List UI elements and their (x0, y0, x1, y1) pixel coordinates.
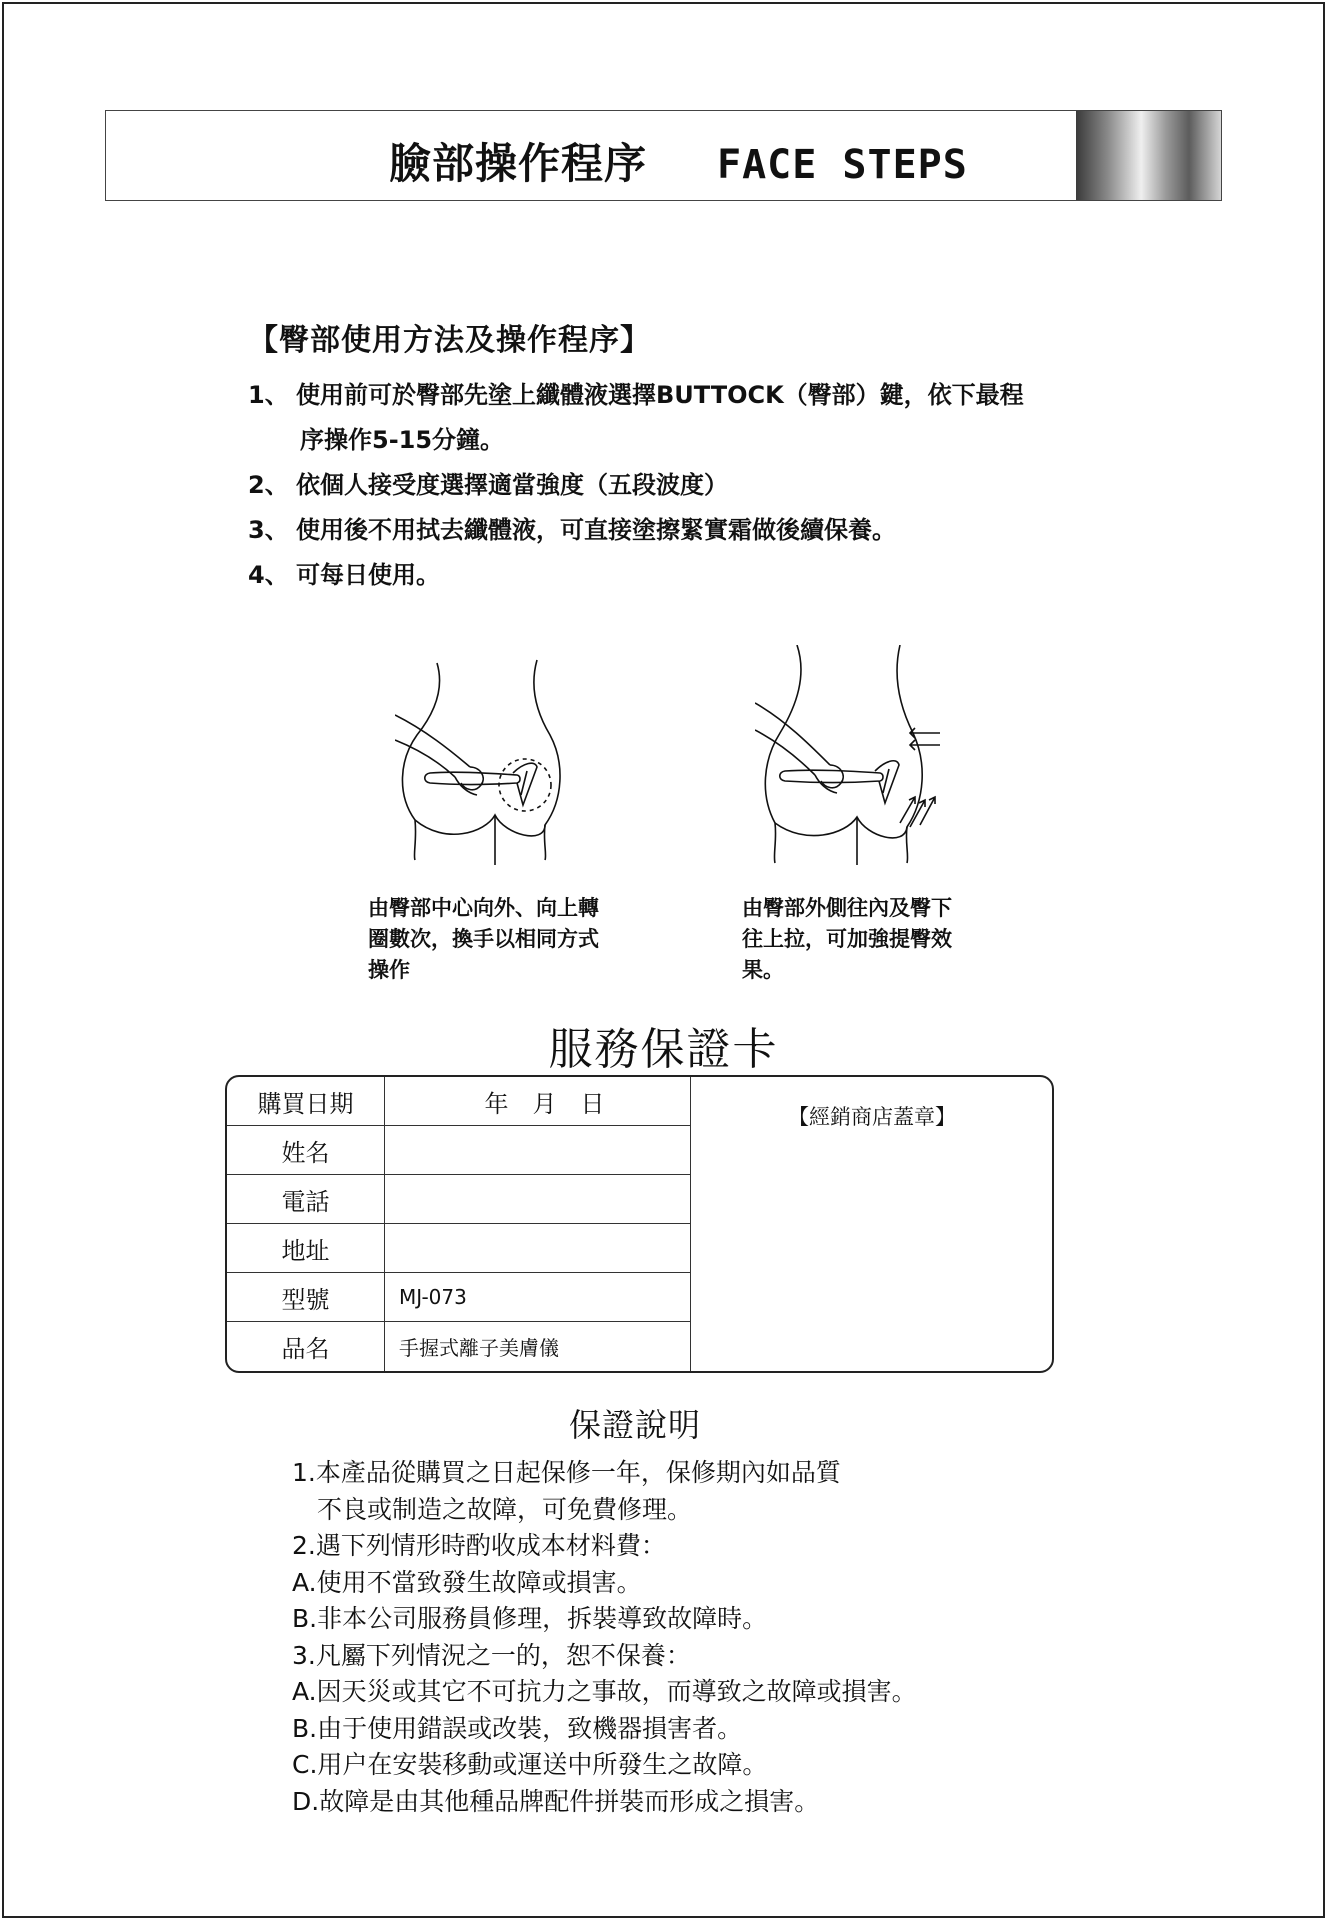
table-row (227, 1126, 690, 1175)
note-line: 3.凡屬下列情況之一的，恕不保養： (292, 1640, 691, 1670)
step-4 (248, 553, 1128, 598)
caption-line: 由臀部中心向外、向上轉 (368, 896, 599, 920)
lifting-motion-illustration (755, 645, 945, 865)
header-gradient-block (1076, 111, 1221, 200)
name-field (385, 1126, 691, 1175)
note-line: 2.遇下列情形時酌收成本材料費： (292, 1531, 666, 1560)
phone-field (385, 1175, 691, 1224)
left-caption (368, 893, 628, 986)
title-english: FACE STEPS (717, 142, 968, 188)
step-text: 使用前可於臀部先塗上纖體液選擇BUTTOCK（臀部）鍵，依下最程 (296, 381, 1024, 409)
note-line: B.由于使用錯誤或改裝，致機器損害者。 (292, 1713, 743, 1743)
caption-line: 操作 (368, 958, 410, 982)
warranty-card (225, 1075, 1054, 1373)
row-label: 地址 (227, 1224, 385, 1273)
row-label: 姓名 (227, 1126, 385, 1175)
buttock-instructions (248, 315, 1128, 598)
step-text: 依個人接受度選擇適當強度（五段波度） (296, 471, 728, 499)
row-label: 購買日期 (227, 1077, 385, 1126)
note-line: C.用户在安裝移動或運送中所發生之故障。 (292, 1750, 768, 1779)
step-2 (248, 463, 1128, 508)
circular-motion-illustration (395, 645, 580, 865)
warranty-card-title: 服務保證卡 (548, 1024, 779, 1075)
table-row (227, 1175, 690, 1224)
row-label: 電話 (227, 1175, 385, 1224)
note-line: 不良或制造之故障，可免費修理。 (317, 1494, 693, 1524)
step-number: 2、 (248, 471, 289, 499)
table-row (227, 1273, 690, 1322)
model-field: MJ-073 (385, 1273, 691, 1322)
step-number: 1、 (248, 381, 289, 409)
step-1 (248, 373, 1128, 463)
step-text: 使用後不用拭去纖體液，可直接塗擦緊實霜做後續保養。 (296, 516, 896, 544)
step-number: 3、 (248, 516, 289, 544)
header-banner (105, 110, 1222, 201)
row-label: 型號 (227, 1273, 385, 1322)
dealer-stamp-area (690, 1077, 1053, 1371)
note-line: A.因天災或其它不可抗力之事故，而導致之故障或損害。 (292, 1677, 917, 1706)
table-row (227, 1224, 690, 1273)
step-number: 4、 (248, 561, 289, 589)
warranty-card-table (227, 1077, 690, 1371)
warranty-notes-title: 保證說明 (568, 1406, 701, 1444)
warranty-notes (292, 1455, 1092, 1820)
address-field (385, 1224, 691, 1273)
caption-line: 往上拉，可加強提臀效 (742, 927, 952, 951)
step-text-continued: 序操作5-15分鐘。 (300, 426, 505, 454)
step-3 (248, 508, 1128, 553)
caption-line: 圈數次，換手以相同方式 (368, 927, 599, 951)
right-caption (742, 893, 987, 986)
step-text: 可每日使用。 (296, 561, 440, 589)
product-name-field: 手握式離子美膚儀 (399, 1336, 559, 1360)
purchase-date-field: 年 月 日 (385, 1077, 691, 1126)
section-heading: 【臀部使用方法及操作程序】 (248, 323, 651, 358)
dealer-stamp-label: 【經銷商店蓋章】 (788, 1105, 956, 1129)
note-line: B.非本公司服務員修理，拆裝導致故障時。 (292, 1604, 768, 1633)
page-title (389, 131, 968, 191)
caption-line: 果。 (742, 958, 784, 982)
caption-line: 由臀部外側往內及臀下 (742, 896, 952, 920)
note-line: A.使用不當致發生故障或損害。 (292, 1567, 642, 1597)
note-line: 1.本產品從購買之日起保修一年，保修期內如品質 (292, 1458, 841, 1487)
table-row (227, 1077, 690, 1126)
title-chinese: 臉部操作程序 (389, 139, 648, 188)
table-row (227, 1322, 690, 1372)
note-line: D.故障是由其他種品牌配件拼裝而形成之損害。 (292, 1786, 820, 1816)
row-label: 品名 (227, 1322, 385, 1372)
